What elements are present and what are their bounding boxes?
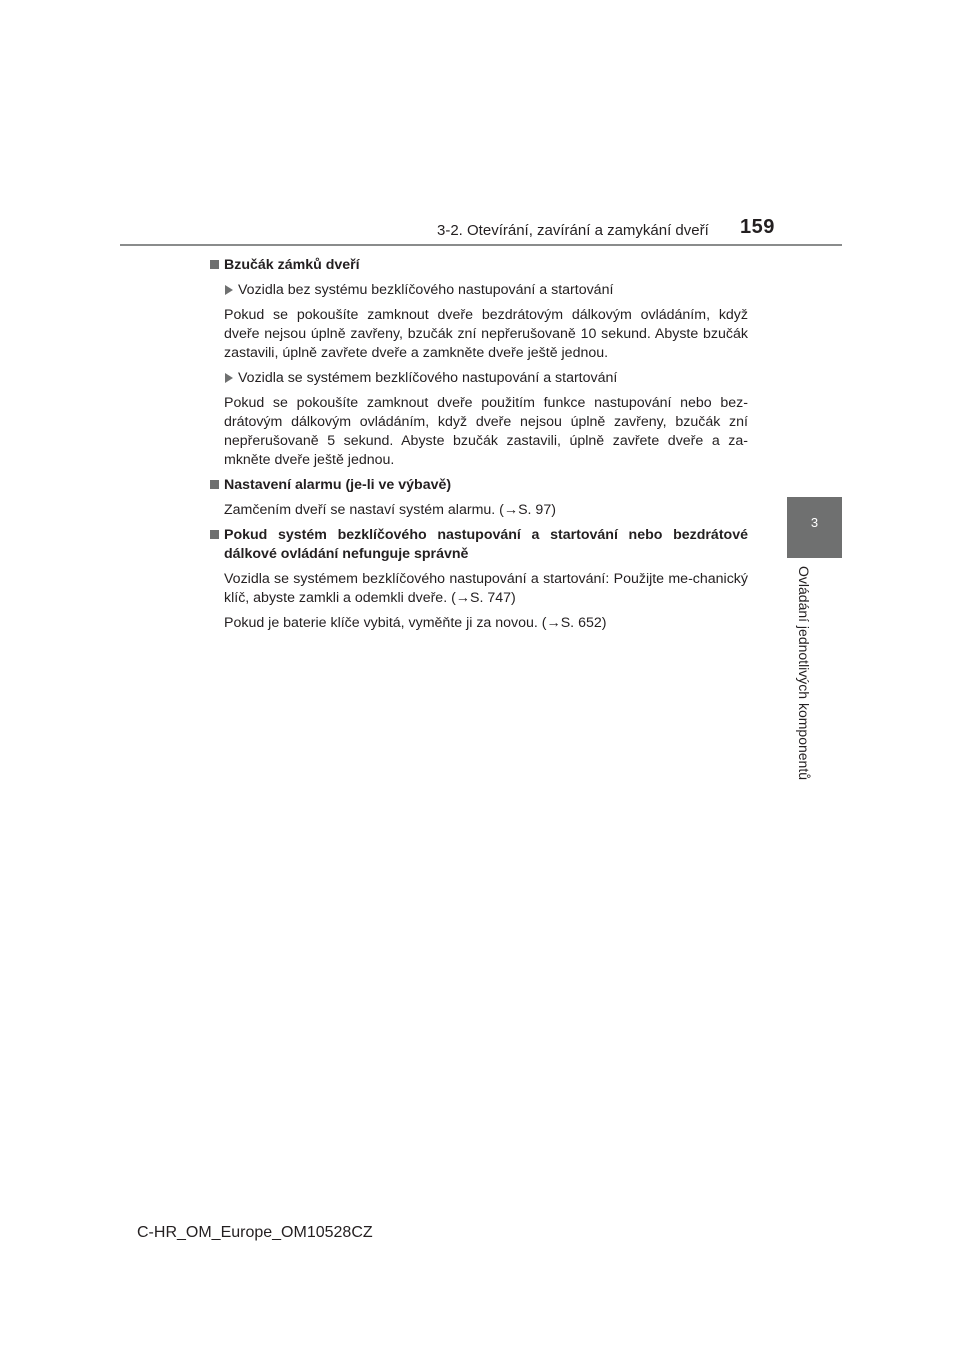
page-number: 159 — [740, 216, 775, 238]
subsection — [210, 369, 748, 388]
subsection — [210, 281, 748, 300]
chapter-label: Ovládání jednotlivých komponentů — [796, 566, 812, 781]
square-bullet-icon — [210, 530, 219, 539]
section-heading-text: Bzučák zámků dveří — [224, 257, 360, 273]
section-heading-text: Nastavení alarmu (je-li ve výbavě) — [224, 477, 452, 493]
paragraph: Pokud se pokoušíte zamknout dveře použitím funkce nastupování nebo bez-drátovým dálkovým ovládáním, když dveře nejsou úplně zavřeny, bzučák zní nepřerušovaně 5 sekund. Abyste bzučák zastavili, úplně zavřete dveře a za-mkněte dveře ještě jednou. — [224, 395, 748, 468]
paragraph: Pokud se pokoušíte zamknout dveře bezdrátovým dálkovým ovládáním, když dveře nejsou úplně zavřeny, bzučák zní nepřerušovaně 10 sekund. Abyste bzučák zastavili, úplně zavřete dveře a zamkněte dveře ještě jednou. — [224, 307, 748, 361]
page-content — [210, 256, 748, 639]
paragraph: Vozidla se systémem bezklíčového nastupování a startování: Použijte me-chanický klíč, abyste zamkli a odemkli dveře. (→S. 747) — [224, 571, 748, 606]
square-bullet-icon — [210, 260, 219, 269]
section-title: 3-2. Otevírání, zavírání a zamykání dveří — [437, 222, 709, 239]
section-heading — [210, 476, 748, 495]
paragraph: Pokud je baterie klíče vybitá, vyměňte ji za novou. (→S. 652) — [224, 615, 607, 631]
square-bullet-icon — [210, 480, 219, 489]
header-divider — [120, 244, 842, 246]
chapter-tab — [787, 497, 842, 558]
section-heading-text: Pokud systém bezklíčového nastupování a startování nebo bezdrátové dálkové ovládání nefunguje správně — [224, 527, 748, 562]
chapter-number: 3 — [810, 515, 819, 530]
document-code: C-HR_OM_Europe_OM10528CZ — [137, 1224, 373, 1241]
paragraph: Zamčením dveří se nastaví systém alarmu. (→S. 97) — [224, 502, 556, 518]
triangle-bullet-icon — [225, 285, 233, 295]
subsection-text: Vozidla se systémem bezklíčového nastupování a startování — [238, 370, 618, 386]
subsection-text: Vozidla bez systému bezklíčového nastupování a startování — [238, 282, 614, 298]
section-heading — [210, 256, 748, 275]
section-heading — [210, 526, 748, 564]
triangle-bullet-icon — [225, 373, 233, 383]
